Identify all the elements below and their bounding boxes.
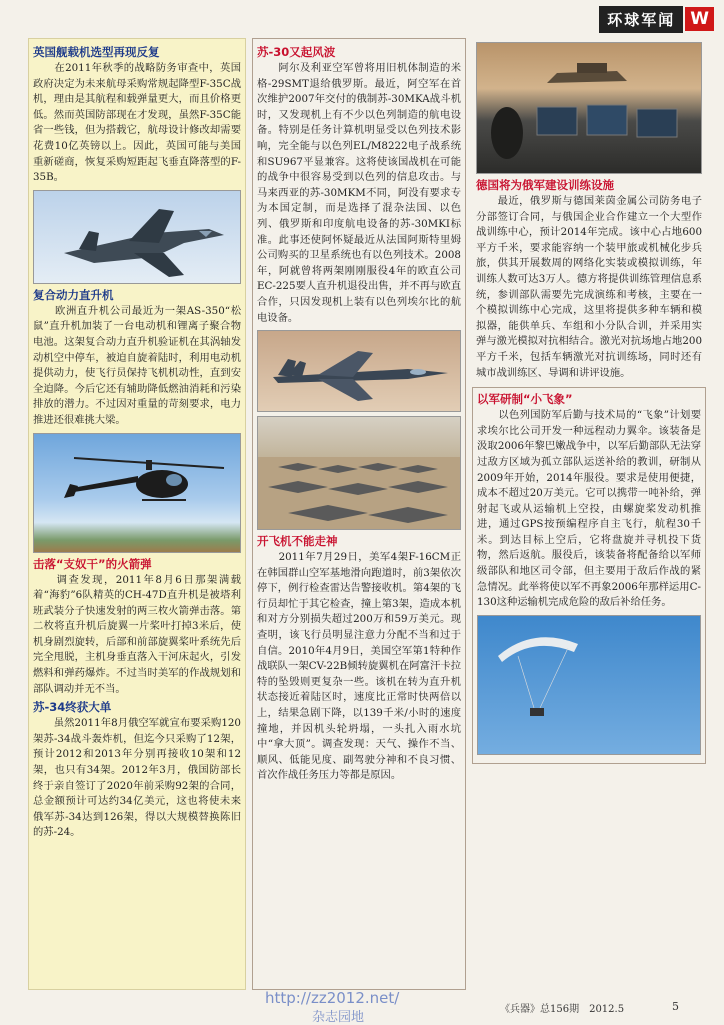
footer-site-name: 杂志园地 xyxy=(312,1010,365,1025)
column-right xyxy=(472,38,706,988)
w-logo-icon: W xyxy=(685,7,714,31)
page-number: 5 xyxy=(672,1000,679,1013)
section-header xyxy=(599,6,714,32)
article-body-uk-carrier: 在2011年秋季的战略防务审查中，英国政府决定为未来航母采购常规起降型F-35C战机，理由是其航程和载弹量更大，而且价格更低。然而英国防部现在才发现，虽然F-35C能省一些钱，但为搭载它，航母设计修改却需要花费10亿英镑以上。因此，英国可能与美国重新磋商，恢复采购短距起飞垂直降落型的F-35B。 xyxy=(33,62,241,184)
article-title-su30: 苏-30又起风波 xyxy=(257,45,336,59)
column-middle xyxy=(252,38,466,990)
article-title-german-training: 德国将为俄军建设训练设施 xyxy=(476,178,614,192)
article-title-uk-carrier: 英国舰载机选型再现反复 xyxy=(33,45,160,59)
as350-helicopter-image xyxy=(33,433,241,553)
article-body-hybrid-helicopter: 欧洲直升机公司最近为一架AS-350“松鼠”直升机加装了一台电动机和锂离子聚合物电池。这架复合动力直升机验证机在其涡轴发动机空中停车，被迫自旋着陆时，利用电动机提供动力，使飞行员保持飞机机动性，直到安全迫降。今后它还有辅助降低燃油消耗和污染排放的潜力。不过因对重量的苛刻要求，电力推进还很难挑大梁。 xyxy=(33,304,241,426)
article-title-su34: 苏-34终获大单 xyxy=(33,700,112,715)
column-left xyxy=(28,38,246,990)
training-center-image xyxy=(476,42,702,174)
article-body-german-training: 最近，俄罗斯与德国莱茵金属公司防务电子分部签订合同，与俄国企业合作建立一个大型作战训练中心，预计2014年完成。该中心占地600平方千米，要求能容纳一个装甲旅或机械化步兵旅，供其开展数周的网络化实装或模拟训练，年训练人数可达3万人。德方将提供训练管理信息系统，参训部队需要先完成演练和考核，主要在一个模拟训练中心完成，这里将提供多种车辆和模拟器，能供单兵、车组和小分队合训，并采用实弹与激光模拟对抗相结合。激光对抗场地占地200平方千米，包括车辆激光对抗训练场，同时还有城市战训练区、导调和讲评设施。 xyxy=(476,195,702,379)
article-box-flying-elephant xyxy=(472,387,706,764)
article-body-flying-elephant: 以色列国防军后勤与技术局的“飞象”计划要求埃尔比公司开发一种远程动力翼伞。该装备是汲取2006年黎巴嫩战争中，以军后勤部队无法穿过敌方区域为孤立部队运送补给的教训，研制从2009年开始，2014年服役。要求是使用便捷，成本不超过20万美元。它可以携带一吨补给，弹射起飞或从运输机上空投，由螺旋桨发动机推进，通过GPS按预编程序自主飞行，航程30千米。到达目标上空后，它将盘旋并寻机投下货物，然后返航。服役后，该装备将配备给以军师级部队和地区司令部，但主要用于敌后作战的紧急情况。此举将使以军不再象2006年那样运用C-130这种运输机完成危险的敌后补给任务。 xyxy=(477,409,701,609)
article-title-distraction: 开飞机不能走神 xyxy=(257,534,338,549)
article-title-flying-elephant: 以军研制“小飞象” xyxy=(477,392,573,407)
su30-fighter-image xyxy=(257,330,461,412)
article-body-su34: 虽然2011年8月俄空军就宣布要采购120架苏-34战斗轰炸机，但迄今只采购了12架，预计2012和2013年分别再接收10架和12架，也只有34架。2012年3月，俄国防部长终于亲自签订了2020年前采购92架的合同，总金额预计可达约34亿美元，这也将使未来俄军苏-34达到126架，得以大规模替换陈旧的苏-24。 xyxy=(33,717,241,839)
f35-fighter-image xyxy=(33,190,241,284)
powered-parafoil-image xyxy=(477,615,701,755)
footer-url[interactable]: http://zz2012.net/ xyxy=(265,989,400,1007)
article-title-chinook: 击落“支奴干”的火箭弹 xyxy=(33,556,152,571)
article-body-chinook: 调查发现，2011年8月6日那架满载着“海豹”6队精英的CH-47D直升机是被塔利班武装分子快速发射的两三枚火箭弹击落。第二枚将直升机后旋翼一片桨叶打掉3米后，使机身剧烈旋转，后部和前部旋翼桨叶系统先后完全甩脱，主机身垂直落入干河床起火，引发燃料和弹药爆炸。不过当时美军的作战规划和部队调动并无不当。 xyxy=(33,573,241,695)
article-body-distraction: 2011年7月29日，美军4架F-16CM正在韩国群山空军基地滑向跑道时，前3架依次停下，例行检查雷达告警接收机。第4架的飞行员却忙于其它检查，撞上第3架，造成本机和对方分别损失超过200万和59万美元。现查明，该飞行员明显注意力分配不当和过于自信。2010年4月9日，美国空军第1特种作战联队一架CV-22B倾转旋翼机在阿富汗卡拉特的坠毁则更复杂一些。该机在转为直升机状态接近着陆区时，速度比正常时快两倍以上，结果急剧下降，以139千米/小时的速度撞地，并因机头轮坍塌，一头扎入雨水坑中“拿大顶”。调查发现：天气、操作不当、顺风、低能见度、副驾驶分神和不良习惯、首次作战任务压力等都是原因。 xyxy=(257,551,461,782)
f16-ramp-image xyxy=(257,416,461,530)
article-title-hybrid-helicopter: 复合动力直升机 xyxy=(33,287,114,302)
footer-magazine-info: 《兵器》总156期 2012.5 xyxy=(500,1004,625,1015)
article-body-su30: 阿尔及利亚空军曾将用旧机体制造的米格-29SMT退给俄罗斯。最近，阿空军在首次维护2007年交付的俄制苏-30MKA战斗机时，又发现机上有不少以色列制造的航电设备。特别是任务计算机明显受以色列技术影响，完全能与以色列EL/M8222电子战系统和SU967平显兼容。这将使该国战机在可能的战争中很容易受到以色列的信息攻击。与马来西亚的苏-30MKM不同，阿没有要求专为本国定制，而是选择了混杂法国、以色列、俄罗斯和印度航电设备的苏-30MKI标准。此事还使阿怀疑最近从法国阿斯特里姆公司购买的卫星系统也有以色列技术。2008年，阿就曾将两架刚刚服役4年的欧直公司EC-225要人直升机退役出售，并不再与欧直合作，只因发现机上装有以色列埃尔比的航电设备。 xyxy=(257,62,461,324)
section-title: 环球军闻 xyxy=(599,6,683,33)
